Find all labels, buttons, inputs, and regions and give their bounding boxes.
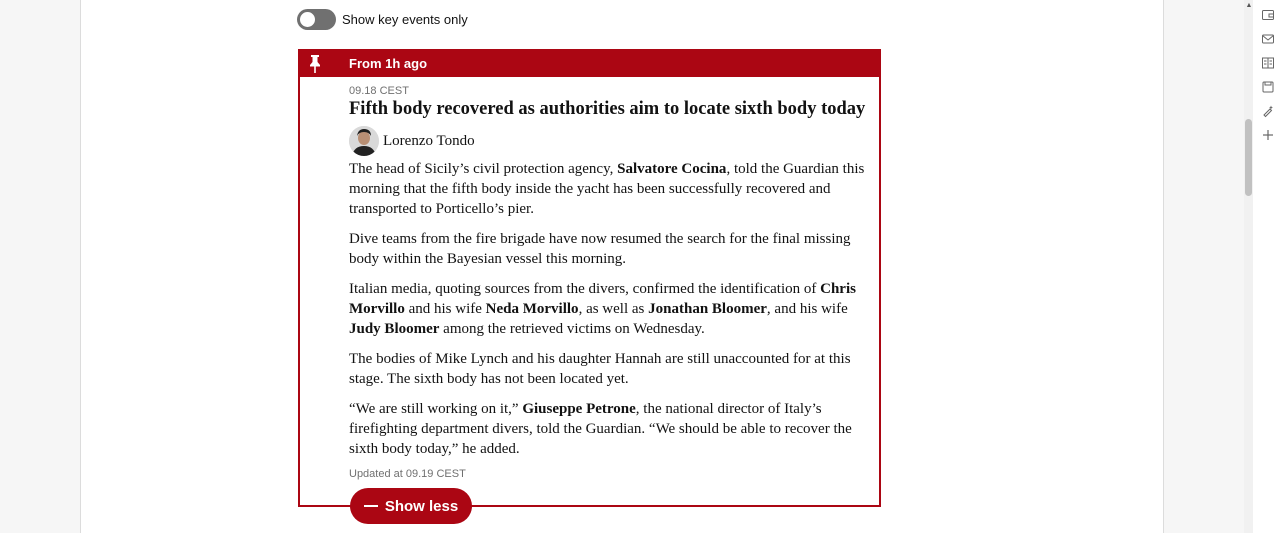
person-name: Giuseppe Petrone [522, 401, 636, 417]
mail-icon[interactable] [1261, 32, 1275, 46]
post-paragraph [349, 229, 867, 269]
byline [349, 126, 475, 156]
paragraph-text: The head of Sicily’s civil protection agency, [349, 161, 618, 177]
wallet-icon[interactable] [1261, 8, 1275, 22]
paragraph-text: and his wife [404, 301, 486, 317]
reading-list-icon[interactable] [1261, 56, 1275, 70]
post-paragraph [349, 159, 867, 219]
paragraph-text: among the retrieved victims on Wednesday. [439, 321, 705, 337]
paragraph-text: The bodies of Mike Lynch and his daughter Hannah are still unaccounted for at this stage. The sixth body has not been located yet. [349, 351, 851, 387]
paragraph-text: Dive teams from the fire brigade have now resumed the search for the final missing body within the Bayesian vessel this morning. [349, 231, 851, 267]
toggle-knob [300, 12, 315, 27]
person-name: Chris Morvillo [349, 281, 856, 317]
person-name: Neda Morvillo [485, 301, 579, 317]
key-events-toggle[interactable] [297, 9, 336, 30]
post-paragraph [349, 279, 867, 339]
key-events-toggle-label[interactable]: Show key events only [342, 11, 468, 27]
post-body [349, 159, 867, 469]
author-name[interactable]: Lorenzo Tondo [383, 132, 475, 149]
scrollbar-thumb[interactable] [1245, 119, 1252, 196]
page-scrollbar[interactable] [1244, 0, 1253, 533]
post-paragraph [349, 349, 867, 389]
minus-icon [364, 505, 378, 507]
updated-timestamp: Updated at 09.19 CEST [349, 468, 466, 480]
post-timestamp[interactable]: 09.18 CEST [349, 85, 409, 97]
person-name: Jonathan Bloomer [648, 301, 767, 317]
paragraph-text: Italian media, quoting sources from the divers, confirmed the identification of [349, 281, 821, 297]
plus-icon[interactable] [1261, 128, 1275, 142]
person-name: Salvatore Cocina [617, 161, 727, 177]
author-avatar [349, 126, 379, 156]
person-name: Judy Bloomer [349, 321, 440, 337]
magic-pen-icon[interactable] [1261, 104, 1275, 118]
pin-icon [308, 54, 322, 74]
scroll-up-arrow-icon[interactable]: ▲ [1245, 2, 1253, 9]
key-events-filter [297, 8, 468, 30]
save-icon[interactable] [1261, 80, 1275, 94]
paragraph-text: , and his wife [766, 301, 848, 317]
paragraph-text: , the national director of Italy’s firefighting department divers, told the Guardian. “We should be able to recover the sixth body today,” he added. [349, 401, 852, 457]
paragraph-text: , as well as [578, 301, 649, 317]
pinned-post-header [300, 51, 879, 77]
left-gutter [0, 0, 81, 533]
paragraph-text: “We are still working on it,” [349, 401, 523, 417]
post-headline: Fifth body recovered as authorities aim to locate sixth body today [349, 99, 866, 119]
show-less-label: Show less [384, 497, 459, 515]
show-less-button[interactable] [350, 488, 472, 524]
pinned-post-label: From 1h ago [349, 56, 428, 71]
post-paragraph [349, 399, 867, 459]
paragraph-text: , told the Guardian this morning that the fifth body inside the yacht has been successfully recovered and transported to Porticello’s pier. [349, 161, 865, 217]
right-gutter [1163, 0, 1245, 533]
